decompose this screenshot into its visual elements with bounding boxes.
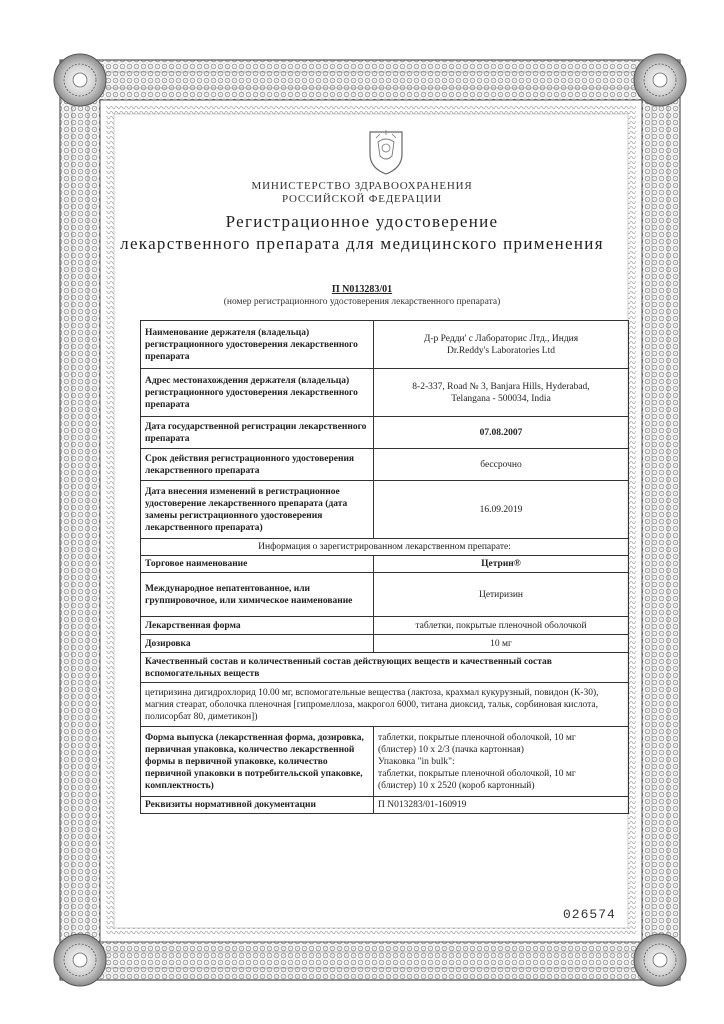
dosage-form-value: таблетки, покрытые пленочной оболочкой <box>374 617 629 635</box>
packaging-line-1: таблетки, покрытые пленочной оболочкой, 10 мг <box>378 732 576 743</box>
table-row-holder-address <box>141 369 629 417</box>
trade-name-label: Торговое наименование <box>141 556 374 573</box>
composition-title: Качественный состав и количественный состав действующих веществ и качественный состав вспомогательных веществ <box>141 653 629 683</box>
validity-value: бессрочно <box>374 449 629 481</box>
packaging-value <box>374 727 629 797</box>
holder-name-ru: Д-р Редди' с Лабораторис Лтд., Индия <box>423 333 579 344</box>
ministry-line-2: РОССИЙСКОЙ ФЕДЕРАЦИИ <box>281 193 443 205</box>
corner-rosette-bottom-right <box>634 934 686 986</box>
holder-name-en: Dr.Reddy's Laboratories Ltd <box>446 345 556 356</box>
registration-date-value: 07.08.2007 <box>374 417 629 449</box>
validity-label: Срок действия регистрационного удостоверения лекарственного препарата <box>141 449 374 481</box>
table-row-composition-title <box>141 653 629 683</box>
holder-name-value <box>374 321 629 369</box>
table-row-normative <box>141 797 629 814</box>
registration-date-label: Дата государственной регистрации лекарственного препарата <box>141 417 374 449</box>
drug-info-section-title: Информация о зарегистрированном лекарственном препарате: <box>141 539 629 556</box>
table-row-trade-name <box>141 556 629 573</box>
table-row-composition <box>141 683 629 727</box>
composition-value: цетиризина дигидрохлорид 10.00 мг, вспомогательные вещества (лактоза, крахмал кукурузный, повидон (К-30), магния стеарат, оболочка пленочная [гипромеллоза, макрогол 6000, титана диоксид, тальк, сорбиновая кислота, полисорбат 80, диметикон]) <box>141 683 629 727</box>
table-row-section-title <box>141 539 629 556</box>
packaging-label: Форма выпуска (лекарственная форма, дозировка, первичная упаковка, количество лекарственной формы в первичной упаковке, количество первичной упаковки в потребительской упаковке, комплектность) <box>141 727 374 797</box>
packaging-line-5: (блистер) 10 х 2520 (короб картонный) <box>378 780 535 791</box>
registration-number: П N013283/01 <box>331 284 393 295</box>
corner-rosette-top-left <box>54 54 106 106</box>
ministry-line-1: МИНИСТЕРСТВО ЗДРАВООХРАНЕНИЯ <box>251 180 473 192</box>
packaging-line-2: (блистер) 10 х 2/3 (пачка картонная) <box>378 744 524 755</box>
corner-rosette-top-right <box>634 54 686 106</box>
holder-address-line-1: 8-2-337, Road № 3, Banjara Hills, Hyderabad, <box>412 381 590 392</box>
table-row-changes-date <box>141 481 629 539</box>
dosage-form-label: Лекарственная форма <box>141 617 374 635</box>
corner-rosette-bottom-left <box>54 934 106 986</box>
table-row-holder-name <box>141 321 629 369</box>
table-row-packaging <box>141 727 629 797</box>
trade-name-value: Цетрин® <box>374 556 629 573</box>
table-row-validity <box>141 449 629 481</box>
dosage-label: Дозировка <box>141 635 374 653</box>
table-row-inn <box>141 573 629 617</box>
ministry-name <box>0 180 724 206</box>
packaging-line-3: Упаковка "in bulk": <box>378 756 455 767</box>
serial-number: 026574 <box>563 907 616 922</box>
document-subtitle: лекарственного препарата для медицинского применения <box>120 234 604 253</box>
table-row-dosage-form <box>141 617 629 635</box>
holder-address-line-2: Telangana - 500034, India <box>451 393 551 404</box>
holder-address-value <box>374 369 629 417</box>
holder-address-label: Адрес местонахождения держателя (владельца) регистрационного удостоверения лекарственного препарата <box>141 369 374 417</box>
coat-of-arms-icon <box>364 126 408 176</box>
document-title: Регистрационное удостоверение <box>225 212 499 231</box>
changes-date-value: 16.09.2019 <box>374 481 629 539</box>
normative-value: П N013283/01-160919 <box>374 797 629 814</box>
changes-date-label: Дата внесения изменений в регистрационное удостоверение лекарственного препарата (дата замены регистрационного удостоверения лекарственного препарата) <box>141 481 374 539</box>
table-row-dosage <box>141 635 629 653</box>
table-row-registration-date <box>141 417 629 449</box>
inn-value: Цетиризин <box>374 573 629 617</box>
dosage-value: 10 мг <box>374 635 629 653</box>
normative-label: Реквизиты нормативной документации <box>141 797 374 814</box>
registration-number-caption: (номер регистрационного удостоверения лекарственного препарата) <box>223 297 501 307</box>
holder-name-label: Наименование держателя (владельца) регистрационного удостоверения лекарственного препарата <box>141 321 374 369</box>
certificate-table <box>140 320 629 814</box>
packaging-line-4: таблетки, покрытые пленочной оболочкой, 10 мг <box>378 768 576 779</box>
inn-label: Международное непатентованное, или группировочное, или химическое наименование <box>141 573 374 617</box>
